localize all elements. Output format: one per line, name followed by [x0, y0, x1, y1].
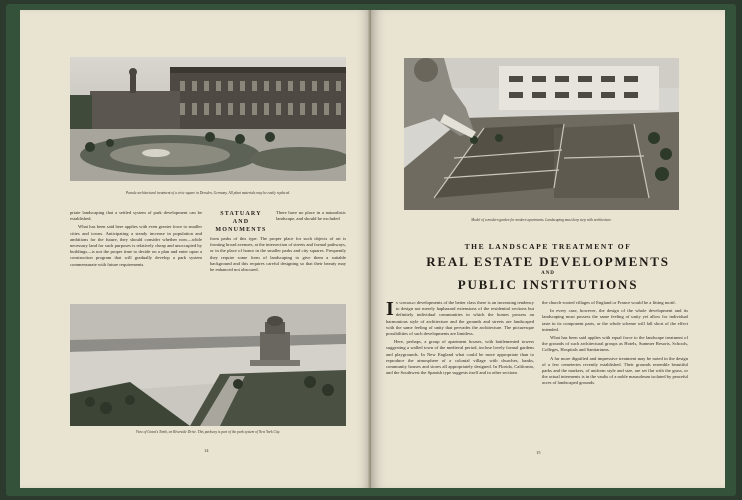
right-column-1 — [386, 300, 534, 378]
paragraph: What has been said here applies with even greater force to smaller cities and towns. Anticipating a steady increase in population and ambitions for the future, they should consider whether now—while necessary land for such purposes is relatively cheap and unoccupied by buildings—is not the proper time to decide on a plan and enter upon a construction program that will gradually develop a park system commensurate with future requirements. — [70, 224, 202, 267]
model-garden-photo — [404, 58, 679, 210]
lead-words: n suburban — [395, 300, 416, 305]
headline-line-3: PUBLIC INSTITUTIONS — [457, 277, 639, 292]
grants-tomb-photo — [70, 304, 346, 426]
article-headline — [371, 242, 725, 293]
drop-cap: I — [386, 298, 394, 320]
left-page — [20, 10, 371, 488]
paragraph: Here, perhaps, a group of apartment houses, with battlemented towers suggesting a walled town of the medieval period, inclose lovely formal gardens and playgrounds. In New England what could be more appropriate than to reproduce the atmosphere of a colonial village with churches, banks, community houses and stores all appropriately designed. In Florida, California, and the Southwest the Spanish type suggests itself and in other sections — [386, 339, 534, 376]
dresden-photo-caption: Parade architectural treatment of a civic square in Dresden, Germany. All plant materials may be easily replaced. — [125, 191, 291, 195]
paragraph — [386, 300, 534, 337]
headline-line-2: REAL ESTATE DEVELOPMENTS — [426, 254, 670, 269]
paragraph: from parks of this type. The proper place for such objects of art is fronting broad avenues, at the intersection of streets and formal pathways, or in the place of honor in the smaller parks and city squares. Frequently they require some form of landscaping to give them a suitable background and this requires careful designing so that their beauty may be enhanced not obscured. — [210, 236, 346, 273]
headline-line-1: THE LANDSCAPE TREATMENT OF — [464, 242, 632, 251]
paragraph: In every case, however, the design of the whole development and its landscaping must possess the same feeling of unity yet allow for individual taste in its component parts, or the whole scheme will fall short of the effect intended. — [542, 308, 688, 332]
paragraph: There have no place in a naturalistic landscape, and should be excluded — [276, 210, 346, 222]
right-column-2 — [542, 300, 688, 389]
paragraph: A far more dignified and impressive treatment may be noted in the design of a few cemeteries recently established. Their grounds resemble beautiful parks and the markers, of uniform style and size, are set flat with the grass, or the actual interments is in the vaults of a noble mausoleum isolated by peaceful acres of landscaped grounds. — [542, 355, 688, 386]
paragraph: priate landscaping that a settled system of park development can be established. — [70, 210, 202, 222]
side-heading: STATUARY AND MONUMENTS — [215, 211, 267, 233]
dresden-square-photo — [70, 57, 346, 181]
headline-and: AND — [541, 271, 555, 276]
right-page — [371, 10, 725, 488]
paragraph: the church-rooted villages of England or France would be a fitting motif. — [542, 300, 676, 305]
model-garden-caption: Model of a modern garden for modern apartments. Landscaping must keep step with architecture. — [471, 218, 612, 222]
page-number-right: 15 — [536, 450, 541, 455]
grants-tomb-caption: View of Grant's Tomb, on Riverside Drive. This parkway is part of the park system of New York City. — [135, 430, 281, 434]
page-number-left: 14 — [204, 448, 209, 453]
left-column-2 — [210, 210, 346, 275]
paragraph: What has been said applies with equal force to the landscape treatment of the grounds of such architectural groups as Hotels, Summer Resorts, Schools, Colleges, Hospitals and Sanitariums. — [542, 335, 688, 353]
paragraph-text: developments of the better class there is an increasing tendency to design not merely haphazard extensions of the residential sections but definitely individual communities in which the homes possess an harmonious style of architecture and the grounds and streets are landscaped with the same feeling of unity that pervades the architecture. The picturesque possibilities of such developments are limitless. — [386, 300, 534, 337]
left-column-1 — [70, 210, 202, 270]
